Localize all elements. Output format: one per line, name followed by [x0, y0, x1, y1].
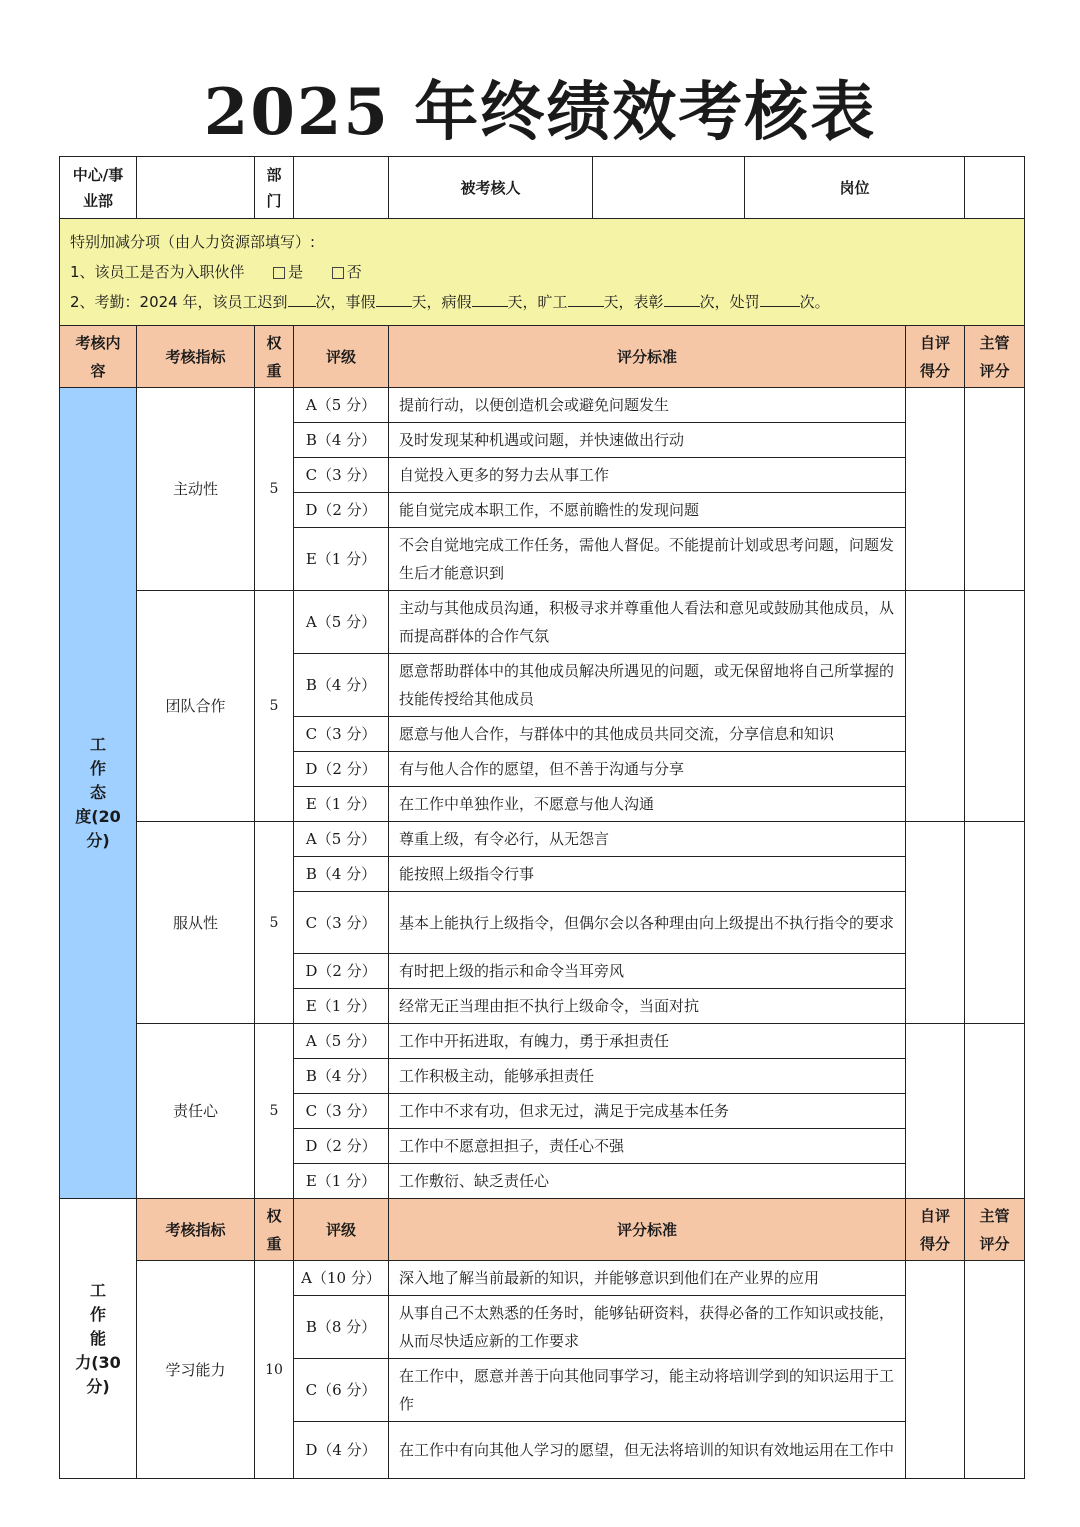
- criterion-text: 能自觉完成本职工作，不愿前瞻性的发现问题: [389, 493, 906, 528]
- self-score-cell[interactable]: [906, 591, 965, 822]
- center-field[interactable]: [137, 157, 255, 219]
- criterion-row: [60, 822, 1025, 857]
- grade-label: B（4 分）: [294, 423, 389, 458]
- indicator-name: 学习能力: [137, 1261, 255, 1479]
- indicator-weight: 5: [255, 822, 294, 1024]
- criterion-text: 及时发现某种机遇或问题，并快速做出行动: [389, 423, 906, 458]
- grade-label: E（1 分）: [294, 989, 389, 1024]
- special-heading: 特别加减分项（由人力资源部填写）:: [70, 233, 316, 251]
- header-weight: 权重: [255, 1199, 294, 1261]
- grade-label: B（4 分）: [294, 654, 389, 717]
- section-label-char: 力(30: [75, 1352, 121, 1372]
- grade-label: B（8 分）: [294, 1296, 389, 1359]
- sick-blank[interactable]: [472, 290, 508, 307]
- grade-label: C（3 分）: [294, 717, 389, 752]
- page-title: 2025 年终绩效考核表: [203, 75, 877, 150]
- criterion-text: 工作中开拓进取，有魄力，勇于承担责任: [389, 1024, 906, 1059]
- indicator-weight: 5: [255, 591, 294, 822]
- self-score-cell[interactable]: [906, 822, 965, 1024]
- criterion-text: 主动与其他成员沟通，积极寻求并尊重他人看法和意见或鼓励其他成员，从而提高群体的合作气氛: [389, 591, 906, 654]
- attendance-text-1: 2、考勤：2024 年，该员工迟到: [70, 293, 288, 311]
- late-blank[interactable]: [288, 290, 316, 307]
- attendance-text-6: 次，处罚: [699, 293, 760, 311]
- indicator-name: 服从性: [137, 822, 255, 1024]
- supervisor-score-cell[interactable]: [965, 388, 1025, 591]
- section-header-row: [60, 1199, 1025, 1261]
- dept-field[interactable]: [294, 157, 389, 219]
- grade-label: D（2 分）: [294, 1129, 389, 1164]
- indicator-weight: 10: [255, 1261, 294, 1479]
- special-note: [60, 219, 1025, 326]
- criterion-row: [60, 1261, 1025, 1296]
- section-label-char: 态: [89, 783, 106, 802]
- assessee-field[interactable]: [593, 157, 745, 219]
- indicator-name: 责任心: [137, 1024, 255, 1199]
- grade-label: A（5 分）: [294, 591, 389, 654]
- criterion-text: 自觉投入更多的努力去从事工作: [389, 458, 906, 493]
- appraisal-table: [59, 156, 1025, 1479]
- header-indicator: 考核指标: [137, 1199, 255, 1261]
- attendance-text-3: 天，病假: [411, 293, 472, 311]
- supervisor-score-cell[interactable]: [965, 1261, 1025, 1479]
- criterion-text: 工作敷衍、缺乏责任心: [389, 1164, 906, 1199]
- section-label: [60, 1199, 137, 1479]
- center-label: 中心/事业部: [60, 157, 137, 219]
- grade-label: E（1 分）: [294, 787, 389, 822]
- grade-label: C（3 分）: [294, 1094, 389, 1129]
- criterion-text: 愿意帮助群体中的其他成员解决所遇见的问题，或无保留地将自己所掌握的技能传授给其他成员: [389, 654, 906, 717]
- grade-label: E（1 分）: [294, 528, 389, 591]
- no-label: 否: [346, 263, 362, 281]
- grade-label: D（2 分）: [294, 493, 389, 528]
- section-label: [60, 388, 137, 1199]
- self-score-cell[interactable]: [906, 1261, 965, 1479]
- section-label-char: 分): [86, 1376, 110, 1396]
- info-row: [60, 157, 1025, 219]
- praise-blank[interactable]: [664, 290, 700, 307]
- criterion-text: 深入地了解当前最新的知识，并能够意识到他们在产业界的应用: [389, 1261, 906, 1296]
- self-score-cell[interactable]: [906, 388, 965, 591]
- criterion-text: 有时把上级的指示和命令当耳旁风: [389, 954, 906, 989]
- criterion-text: 工作中不求有功，但求无过，满足于完成基本任务: [389, 1094, 906, 1129]
- attendance-text-2: 次，事假: [315, 293, 376, 311]
- supervisor-score-cell[interactable]: [965, 1024, 1025, 1199]
- criterion-text: 工作积极主动，能够承担责任: [389, 1059, 906, 1094]
- grade-label: B（4 分）: [294, 1059, 389, 1094]
- grade-label: D（2 分）: [294, 954, 389, 989]
- grade-label: B（4 分）: [294, 857, 389, 892]
- self-score-cell[interactable]: [906, 1024, 965, 1199]
- criterion-text: 在工作中单独作业，不愿意与他人沟通: [389, 787, 906, 822]
- criterion-text: 在工作中，愿意并善于向其他同事学习，能主动将培训学到的知识运用于工作: [389, 1359, 906, 1422]
- yes-label: 是: [288, 263, 304, 281]
- criterion-text: 提前行动，以便创造机会或避免问题发生: [389, 388, 906, 423]
- criterion-row: [60, 388, 1025, 423]
- header-self: 自评得分: [906, 1199, 965, 1261]
- grade-label: A（10 分）: [294, 1261, 389, 1296]
- criterion-text: 在工作中有向其他人学习的愿望，但无法将培训的知识有效地运用在工作中: [389, 1422, 906, 1479]
- header-supervisor: 主管评分: [965, 1199, 1025, 1261]
- section-label-char: 能: [89, 1328, 106, 1348]
- grade-label: E（1 分）: [294, 1164, 389, 1199]
- criterion-row: [60, 1024, 1025, 1059]
- criterion-text: 有与他人合作的愿望，但不善于沟通与分享: [389, 752, 906, 787]
- supervisor-score-cell[interactable]: [965, 822, 1025, 1024]
- criterion-text: 工作中不愿意担担子，责任心不强: [389, 1129, 906, 1164]
- criterion-row: [60, 591, 1025, 654]
- attendance-text-4: 天，旷工: [507, 293, 568, 311]
- section-label-char: 作: [89, 759, 106, 778]
- section-label-char: 工: [89, 735, 106, 754]
- grade-label: D（2 分）: [294, 752, 389, 787]
- header-content: 考核内容: [60, 326, 137, 388]
- grade-label: A（5 分）: [294, 1024, 389, 1059]
- header-grade: 评级: [294, 326, 389, 388]
- special-line1: [70, 257, 1014, 287]
- header-weight: 权重: [255, 326, 294, 388]
- criterion-text: 能按照上级指令行事: [389, 857, 906, 892]
- dept-label: 部门: [255, 157, 294, 219]
- attendance-text-7: 次。: [799, 293, 830, 311]
- section-label-char: 度(20: [75, 807, 121, 826]
- assessee-label: 被考核人: [389, 157, 593, 219]
- header-criteria: 评分标准: [389, 1199, 906, 1261]
- penalty-blank[interactable]: [760, 290, 800, 307]
- supervisor-score-cell[interactable]: [965, 591, 1025, 822]
- section-label-char: 工: [89, 1280, 106, 1300]
- header-criteria: 评分标准: [389, 326, 906, 388]
- criterion-text: 从事自己不太熟悉的任务时，能够钻研资料，获得必备的工作知识或技能，从而尽快适应新的工作要求: [389, 1296, 906, 1359]
- header-grade: 评级: [294, 1199, 389, 1261]
- grade-label: C（3 分）: [294, 458, 389, 493]
- criterion-text: 基本上能执行上级指令，但偶尔会以各种理由向上级提出不执行指令的要求: [389, 892, 906, 954]
- header-self: 自评得分: [906, 326, 965, 388]
- position-label: 岗位: [745, 157, 965, 219]
- criterion-text: 不会自觉地完成工作任务，需他人督促。不能提前计划或思考问题，问题发生后才能意识到: [389, 528, 906, 591]
- column-header-row: [60, 326, 1025, 388]
- no-checkbox[interactable]: [332, 267, 344, 279]
- indicator-weight: 5: [255, 388, 294, 591]
- absent-blank[interactable]: [568, 290, 604, 307]
- leave-blank[interactable]: [376, 290, 412, 307]
- yes-checkbox[interactable]: [273, 267, 285, 279]
- special-line1-text: 1、该员工是否为入职伙伴: [70, 263, 245, 281]
- grade-label: D（4 分）: [294, 1422, 389, 1479]
- header-supervisor: 主管评分: [965, 326, 1025, 388]
- section-label-char: 作: [89, 1304, 106, 1324]
- criterion-text: 尊重上级，有令必行，从无怨言: [389, 822, 906, 857]
- attendance-text-5: 天，表彰: [603, 293, 664, 311]
- section-label-char: 分): [86, 831, 110, 850]
- grade-label: A（5 分）: [294, 822, 389, 857]
- criterion-text: 经常无正当理由拒不执行上级命令，当面对抗: [389, 989, 906, 1024]
- indicator-name: 团队合作: [137, 591, 255, 822]
- grade-label: A（5 分）: [294, 388, 389, 423]
- grade-label: C（6 分）: [294, 1359, 389, 1422]
- indicator-name: 主动性: [137, 388, 255, 591]
- indicator-weight: 5: [255, 1024, 294, 1199]
- special-line2: [70, 287, 1014, 317]
- special-row: [60, 219, 1025, 326]
- position-field[interactable]: [965, 157, 1025, 219]
- header-indicator: 考核指标: [137, 326, 255, 388]
- criterion-text: 愿意与他人合作，与群体中的其他成员共同交流，分享信息和知识: [389, 717, 906, 752]
- grade-label: C（3 分）: [294, 892, 389, 954]
